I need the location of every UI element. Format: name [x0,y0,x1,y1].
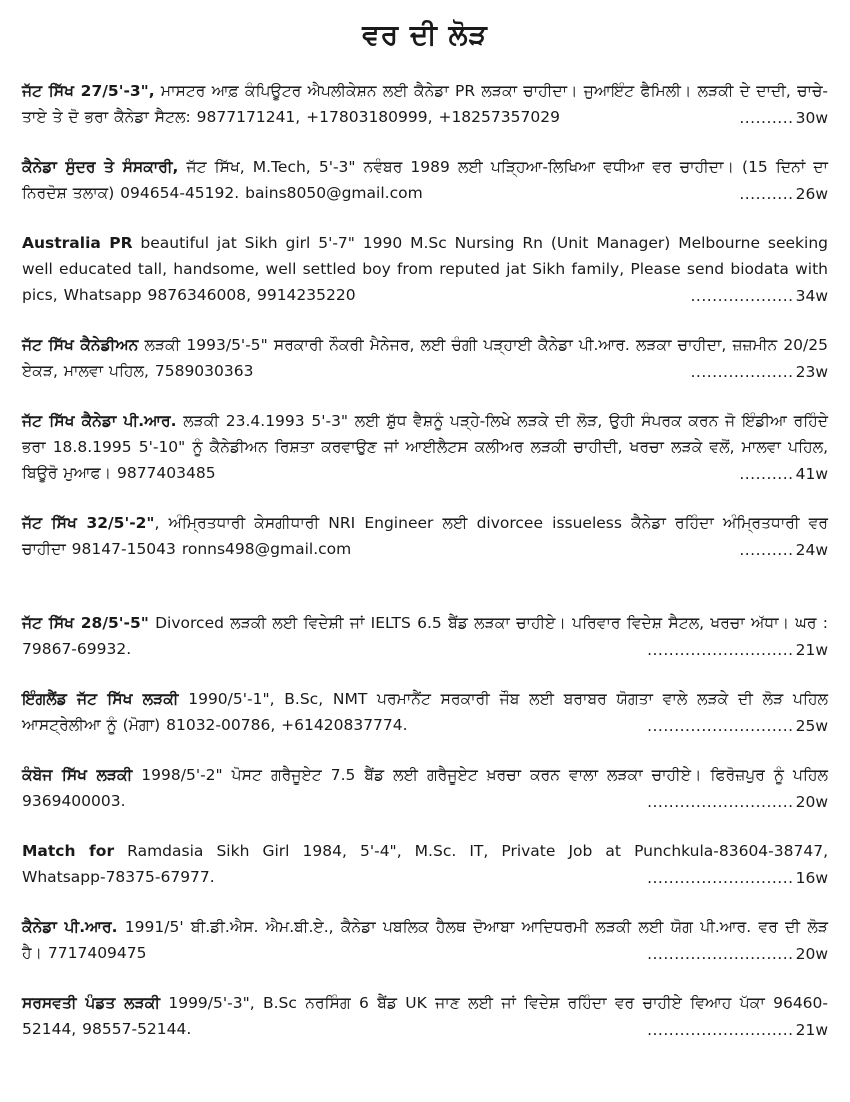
ad-spacer [22,964,828,990]
leader-dots: .......... [739,109,794,127]
ad-heading: ਸਰਸਵਤੀ ਪੰਡਤ ਲੜਕੀ [22,994,160,1012]
ad-spacer [22,306,828,332]
ad-heading: ਜੱਟ ਸਿੱਖ ਕੈਨੇਡੀਅਨ [22,336,139,354]
leader-dots: ........................... [647,1021,794,1039]
classified-ad [22,686,828,736]
classified-ad [22,610,828,660]
classified-ad [22,78,828,128]
ad-body: 1998/5'-2" ਪੋਸਟ ਗਰੈਜੂਏਟ 7.5 ਬੈਂਡ ਲਈ ਗਰੈਜੂਏਟ ਖ਼ਰਚਾ ਕਰਨ ਵਾਲਾ ਲੜਕਾ ਚਾਹੀਏ। ਫਿਰੋਜ਼ਪੁਰ ਨੂੰ ਪਹਿਲ 9369400003. [22,766,828,810]
ad-heading: ਜੱਟ ਸਿੱਖ 28/5'-5" [22,614,149,632]
word-count: 21w [795,1021,828,1039]
ad-heading: ਕੈਨੇਡਾ ਸੁੰਦਰ ਤੇ ਸੰਸਕਾਰੀ, [22,158,179,176]
leader-dots: ................... [690,363,794,381]
leader-dots: ................... [690,287,794,305]
leader-dots: ........................... [647,945,794,963]
classified-list [22,78,828,1040]
classified-ad [22,990,828,1040]
word-count: 21w [795,641,828,659]
classified-ad [22,762,828,812]
ad-body: ਜੱਟ ਸਿੱਖ, M.Tech, 5'-3" ਨਵੰਬਰ 1989 ਲਈ ਪੜ੍ਹਿਆ-ਲਿਖਿਆ ਵਧੀਆ ਵਰ ਚਾਹੀਦਾ। (15 ਦਿਨਾਂ ਦਾ ਨਿਰਦੋਸ਼ ਤਲਾਕ) 094654-45192. bains8050@gmail.com [22,158,828,202]
leader-dots: ........................... [647,793,794,811]
ad-heading: ਜੱਟ ਸਿੱਖ 32/5'-2" [22,514,155,532]
ad-spacer [22,128,828,154]
ad-body: ਮਾਸਟਰ ਆਫ਼ ਕੰਪਿਊਟਰ ਐਪਲੀਕੇਸ਼ਨ ਲਈ ਕੈਨੇਡਾ PR ਲੜਕਾ ਚਾਹੀਦਾ। ਜੁਆਇੰਟ ਫੈਮਿਲੀ। ਲੜਕੀ ਦੇ ਦਾਦੀ, ਚਾਚੇ-ਤਾਏ ਤੇ ਦੋ ਭਰਾ ਕੈਨੇਡਾ ਸੈਟਲ: 9877171241, +17803180999, +18257357029 [22,82,829,126]
ad-body: Ramdasia Sikh Girl 1984, 5'-4", M.Sc. IT, Private Job at Punchkula-83604-38747, Whatsapp-78375-67977. [22,842,829,886]
ad-body: ਲੜਕੀ 23.4.1993 5'-3" ਲਈ ਸ਼ੁੱਧ ਵੈਸ਼ਨੂੰ ਪੜ੍ਹੇ-ਲਿਖੇ ਲੜਕੇ ਦੀ ਲੋੜ, ਉਹੀ ਸੰਪਰਕ ਕਰਨ ਜੋ ਇੰਡੀਆ ਰਹਿੰਦੇ ਭਰਾ 18.8.1995 5'-10" ਨੂੰ ਕੈਨੇਡੀਅਨ ਰਿਸ਼ਤਾ ਕਰਵਾਉਣ ਜਾਂ ਆਈਲੈਟਸ ਕਲੀਅਰ ਲੜਕੀ ਚਾਹੀਦੀ, ਖਰਚਾ ਲੜਕੇ ਵਲੋਂ, ਮਾਲਵਾ ਪਹਿਲ, ਬਿਊਰੋ ਮੁਆਫ। 9877403485 [22,412,829,482]
leader-dots: ........................... [647,717,794,735]
ad-body: 1990/5'-1", B.Sc, NMT ਪਰਮਾਨੈਂਟ ਸਰਕਾਰੀ ਜੌਬ ਲਈ ਬਰਾਬਰ ਯੋਗਤਾ ਵਾਲੇ ਲੜਕੇ ਦੀ ਲੋੜ ਪਹਿਲ ਆਸਟ੍ਰੇਲੀਆ ਨੂੰ (ਮੋਗਾ) 81032-00786, +61420837774. [22,690,828,734]
ad-body: 1999/5'-3", B.Sc ਨਰਸਿੰਗ 6 ਬੈਂਡ UK ਜਾਣ ਲਈ ਜਾਂ ਵਿਦੇਸ਼ ਰਹਿੰਦਾ ਵਰ ਚਾਹੀਏ ਵਿਆਹ ਪੱਕਾ 96460-52144, 98557-52144. [22,994,828,1038]
ad-heading: ਕੈਨੇਡਾ ਪੀ.ਆਰ. [22,918,118,936]
ad-spacer [22,660,828,686]
ad-spacer [22,560,828,610]
ad-price-row [22,640,828,660]
ad-body: , ਅੰਮ੍ਰਿਤਧਾਰੀ ਕੇਸਗੀਧਾਰੀ NRI Engineer ਲਈ divorcee issueless ਕੈਨੇਡਾ ਰਹਿੰਦਾ ਅੰਮ੍ਰਿਤਧਾਰੀ ਵਰ ਚਾਹੀਦਾ 98147-15043 ronns498@gmail.com [22,514,829,558]
word-count: 25w [795,717,828,735]
classified-ad [22,408,828,484]
page-title: ਵਰ ਦੀ ਲੋੜ [362,18,488,51]
leader-dots: .......... [739,541,794,559]
ad-heading: Australia PR [22,234,133,252]
ad-spacer [22,812,828,838]
ad-body: ਲੜਕੀ 1993/5'-5" ਸਰਕਾਰੀ ਨੌਕਰੀ ਮੈਨੇਜਰ, ਲਈ ਚੰਗੀ ਪੜ੍ਹਾਈ ਕੈਨੇਡਾ ਪੀ.ਆਰ. ਲੜਕਾ ਚਾਹੀਦਾ, ਜ਼ਜ਼ਮੀਨ 20/25 ਏਕੜ, ਮਾਲਵਾ ਪਹਿਲ, 7589030363 [22,336,828,380]
word-count: 34w [795,287,828,305]
leader-dots: .......... [739,185,794,203]
word-count: 20w [795,793,828,811]
word-count: 20w [795,945,828,963]
word-count: 41w [795,465,828,483]
ad-heading: Match for [22,842,115,860]
ad-spacer [22,484,828,510]
classified-ad [22,230,828,306]
word-count: 30w [795,109,828,127]
ad-spacer [22,888,828,914]
classified-ad [22,838,828,888]
word-count: 23w [795,363,828,381]
ad-body: beautiful jat Sikh girl 5'-7" 1990 M.Sc Nursing Rn (Unit Manager) Melbourne seeking well educated tall, handsome, well settled boy from reputed jat Sikh family, Please send biodata with pics, Whatsapp 9876346008, 9914235220 [22,234,828,304]
word-count: 16w [795,869,828,887]
classified-ad [22,154,828,204]
ad-heading: ਜੱਟ ਸਿੱਖ 27/5'-3", [22,82,155,100]
leader-dots: ........................... [647,869,794,887]
ad-heading: ਜੱਟ ਸਿੱਖ ਕੈਨੇਡਾ ਪੀ.ਆਰ. [22,412,177,430]
ad-body: Divorced ਲੜਕੀ ਲਈ ਵਿਦੇਸ਼ੀ ਜਾਂ IELTS 6.5 ਬੈਂਡ ਲੜਕਾ ਚਾਹੀਏ। ਪਰਿਵਾਰ ਵਿਦੇਸ਼ ਸੈਟਲ, ਖਰਚਾ ਅੱਧਾ। ਘਰ : 79867-69932. [22,614,828,658]
word-count: 26w [795,185,828,203]
ad-spacer [22,204,828,230]
ad-spacer [22,736,828,762]
word-count: 24w [795,541,828,559]
ad-spacer [22,382,828,408]
ad-price-row [22,792,828,812]
classified-ad [22,332,828,382]
leader-dots: .......... [739,465,794,483]
ad-heading: ਕੰਬੋਜ ਸਿੱਖ ਲੜਕੀ [22,766,133,784]
ad-heading: ਇੰਗਲੈਂਡ ਜੱਟ ਸਿੱਖ ਲੜਕੀ [22,690,179,708]
classified-ad [22,914,828,964]
classified-ad [22,510,828,560]
ad-body: 1991/5' ਬੀ.ਡੀ.ਐਸ. ਐਮ.ਬੀ.ਏ., ਕੈਨੇਡਾ ਪਬਲਿਕ ਹੈਲਥ ਦੋਆਬਾ ਆਦਿਧਰਮੀ ਲੜਕੀ ਲਈ ਯੋਗ ਪੀ.ਆਰ. ਵਰ ਦੀ ਲੋੜ ਹੈ। 7717409475 [22,918,829,962]
leader-dots: ........................... [647,641,794,659]
